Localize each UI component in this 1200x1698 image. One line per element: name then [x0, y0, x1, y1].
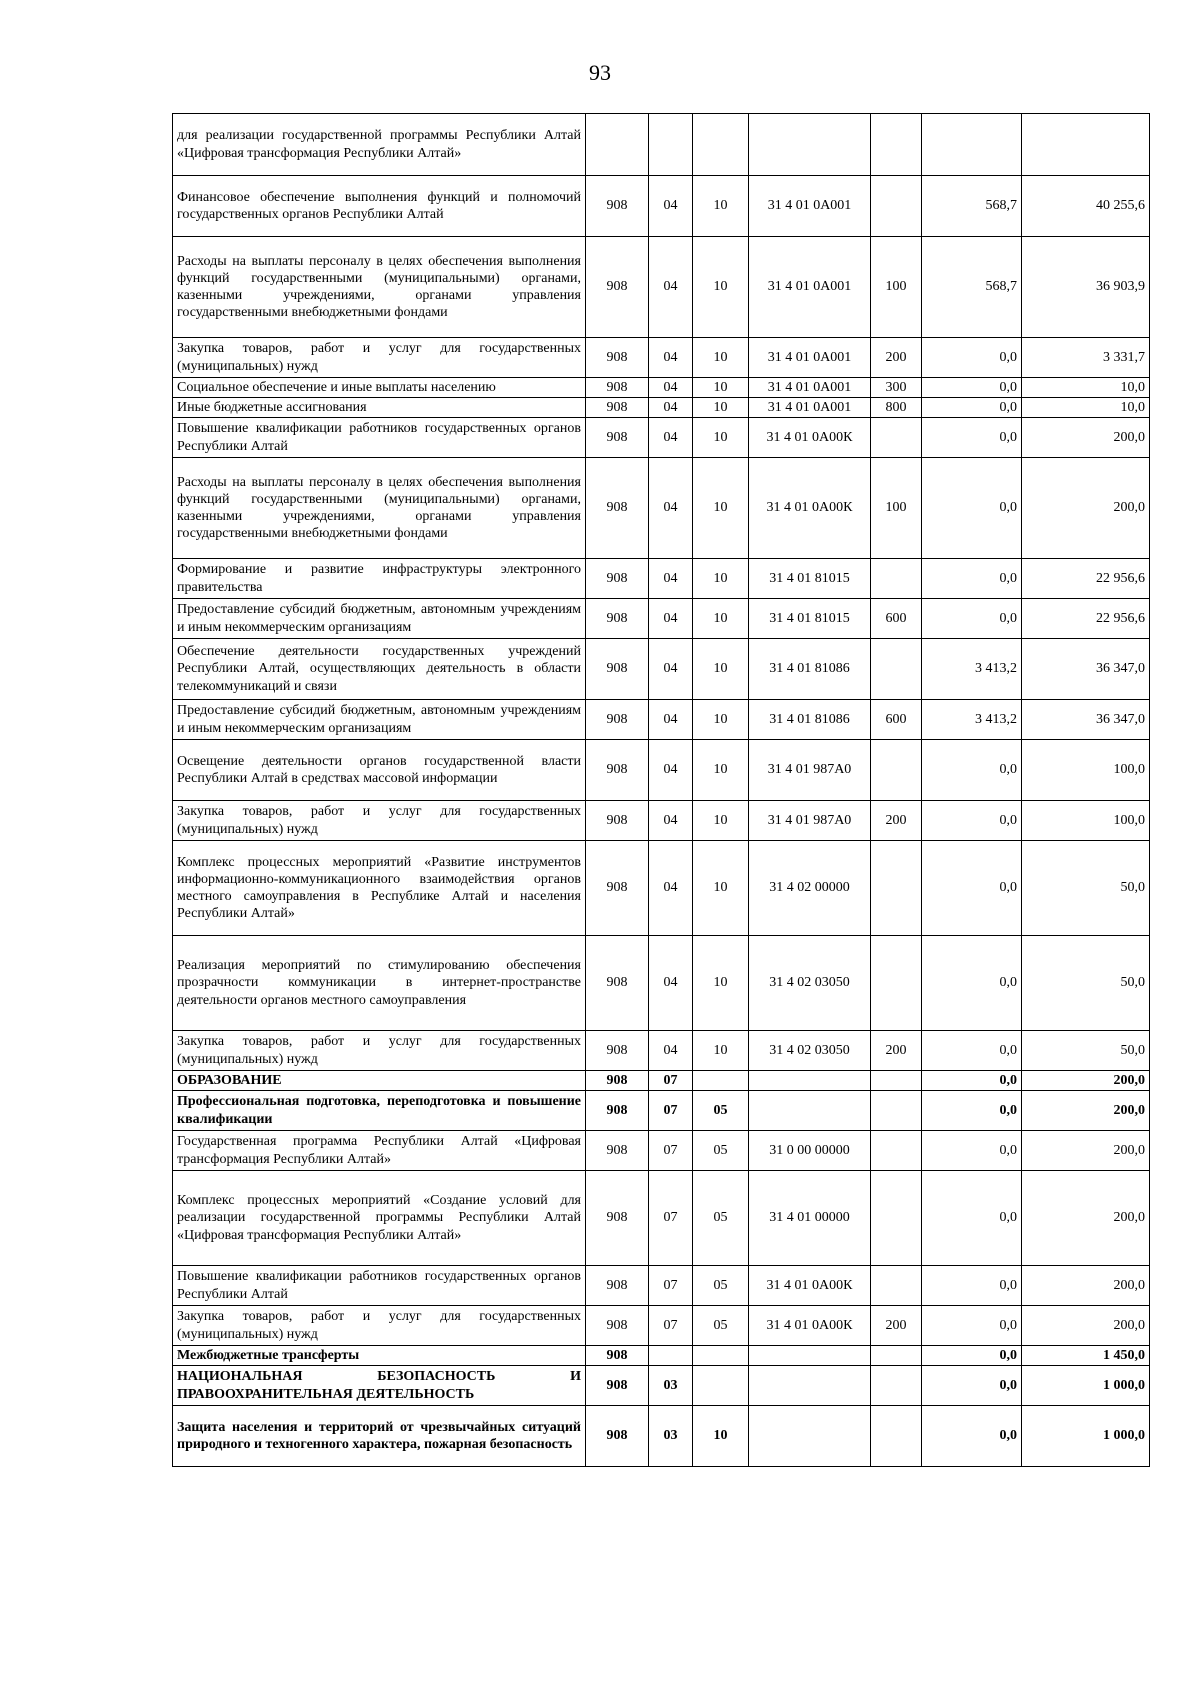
cell-sum-2: 200,0	[1022, 1306, 1150, 1346]
cell-sum-2: 200,0	[1022, 1266, 1150, 1306]
cell-sum-1: 3 413,2	[922, 639, 1022, 700]
table-row	[173, 559, 1150, 599]
cell-section: 04	[649, 639, 693, 700]
cell-name: Предоставление субсидий бюджетным, автономным учреждениям и иным некоммерческим организациям	[173, 700, 586, 740]
cell-sum-1: 0,0	[922, 418, 1022, 458]
cell-section: 04	[649, 700, 693, 740]
cell-name: Закупка товаров, работ и услуг для государственных (муниципальных) нужд	[173, 1306, 586, 1346]
cell-sum-2: 50,0	[1022, 841, 1150, 936]
cell-sum-2: 36 347,0	[1022, 639, 1150, 700]
cell-sum-1: 0,0	[922, 1031, 1022, 1071]
cell-sum-2	[1022, 114, 1150, 176]
cell-section: 04	[649, 458, 693, 559]
cell-target-article: 31 4 01 00000	[749, 1171, 871, 1266]
cell-sum-2: 200,0	[1022, 1071, 1150, 1091]
cell-name: Освещение деятельности органов государственной власти Республики Алтай в средствах массовой информации	[173, 740, 586, 801]
table-row	[173, 1366, 1150, 1406]
cell-sum-2: 200,0	[1022, 1131, 1150, 1171]
cell-target-article	[749, 1366, 871, 1406]
cell-expense-type	[871, 639, 922, 700]
table-row	[173, 176, 1150, 237]
cell-admin-code: 908	[586, 1031, 649, 1071]
cell-target-article	[749, 1406, 871, 1467]
table-row	[173, 1406, 1150, 1467]
table-row	[173, 1091, 1150, 1131]
cell-subsection: 10	[693, 1406, 749, 1467]
cell-expense-type	[871, 418, 922, 458]
cell-admin-code: 908	[586, 936, 649, 1031]
cell-name: Защита населения и территорий от чрезвычайных ситуаций природного и техногенного характера, пожарная безопасность	[173, 1406, 586, 1467]
cell-target-article: 31 4 01 81086	[749, 700, 871, 740]
table-row	[173, 1131, 1150, 1171]
cell-section: 04	[649, 418, 693, 458]
cell-name: Реализация мероприятий по стимулированию обеспечения прозрачности коммуникации в интернет-пространстве деятельности органов местного самоуправления	[173, 936, 586, 1031]
cell-target-article: 31 4 01 0А001	[749, 237, 871, 338]
cell-expense-type	[871, 1406, 922, 1467]
cell-sum-1: 0,0	[922, 1071, 1022, 1091]
cell-name: Предоставление субсидий бюджетным, автономным учреждениям и иным некоммерческим организациям	[173, 599, 586, 639]
cell-section: 07	[649, 1131, 693, 1171]
cell-expense-type	[871, 176, 922, 237]
cell-name: ОБРАЗОВАНИЕ	[173, 1071, 586, 1091]
table-row	[173, 1306, 1150, 1346]
cell-admin-code: 908	[586, 1346, 649, 1366]
cell-subsection	[693, 1366, 749, 1406]
cell-name: Расходы на выплаты персоналу в целях обеспечения выполнения функций государственными (муниципальными) органами, казенными учреждениями, органами управления государственными внебюджетными фондами	[173, 458, 586, 559]
table-row	[173, 1071, 1150, 1091]
cell-sum-2: 200,0	[1022, 1091, 1150, 1131]
cell-sum-1: 3 413,2	[922, 700, 1022, 740]
cell-name: Закупка товаров, работ и услуг для государственных (муниципальных) нужд	[173, 338, 586, 378]
cell-sum-2: 36 903,9	[1022, 237, 1150, 338]
cell-target-article: 31 4 01 987А0	[749, 801, 871, 841]
cell-admin-code: 908	[586, 1366, 649, 1406]
cell-section: 07	[649, 1171, 693, 1266]
table-row	[173, 801, 1150, 841]
cell-name: для реализации государственной программы Республики Алтай «Цифровая трансформация Республики Алтай»	[173, 114, 586, 176]
cell-sum-1	[922, 114, 1022, 176]
table-row	[173, 1031, 1150, 1071]
cell-sum-1: 0,0	[922, 1091, 1022, 1131]
cell-sum-1: 568,7	[922, 176, 1022, 237]
cell-admin-code	[586, 114, 649, 176]
table-row	[173, 418, 1150, 458]
table-row	[173, 740, 1150, 801]
cell-subsection	[693, 1071, 749, 1091]
cell-subsection: 10	[693, 700, 749, 740]
table-row	[173, 378, 1150, 398]
cell-subsection: 10	[693, 1031, 749, 1071]
cell-section: 04	[649, 378, 693, 398]
cell-sum-1: 0,0	[922, 1171, 1022, 1266]
cell-admin-code: 908	[586, 700, 649, 740]
cell-section	[649, 1346, 693, 1366]
cell-section: 04	[649, 801, 693, 841]
cell-admin-code: 908	[586, 176, 649, 237]
cell-admin-code: 908	[586, 639, 649, 700]
cell-expense-type: 300	[871, 378, 922, 398]
cell-sum-2: 200,0	[1022, 1171, 1150, 1266]
cell-name: Повышение квалификации работников государственных органов Республики Алтай	[173, 1266, 586, 1306]
cell-sum-1: 0,0	[922, 841, 1022, 936]
cell-admin-code: 908	[586, 740, 649, 801]
cell-target-article: 31 4 01 0А00К	[749, 1306, 871, 1346]
table-row	[173, 338, 1150, 378]
cell-admin-code: 908	[586, 1171, 649, 1266]
cell-admin-code: 908	[586, 1131, 649, 1171]
cell-target-article: 31 4 01 0А001	[749, 338, 871, 378]
cell-target-article: 31 4 01 0А00К	[749, 1266, 871, 1306]
cell-sum-2: 1 450,0	[1022, 1346, 1150, 1366]
cell-expense-type: 800	[871, 398, 922, 418]
cell-expense-type: 100	[871, 237, 922, 338]
cell-target-article: 31 4 02 03050	[749, 936, 871, 1031]
cell-sum-2: 200,0	[1022, 458, 1150, 559]
cell-sum-2: 200,0	[1022, 418, 1150, 458]
cell-section: 04	[649, 1031, 693, 1071]
cell-target-article: 31 4 01 0А001	[749, 398, 871, 418]
cell-expense-type	[871, 559, 922, 599]
cell-sum-2: 10,0	[1022, 378, 1150, 398]
cell-target-article: 31 4 01 0А001	[749, 378, 871, 398]
cell-subsection: 10	[693, 418, 749, 458]
cell-name: НАЦИОНАЛЬНАЯ БЕЗОПАСНОСТЬ И ПРАВООХРАНИТЕЛЬНАЯ ДЕЯТЕЛЬНОСТЬ	[173, 1366, 586, 1406]
table-row	[173, 1266, 1150, 1306]
cell-section: 04	[649, 740, 693, 801]
cell-sum-1: 0,0	[922, 378, 1022, 398]
cell-expense-type	[871, 841, 922, 936]
cell-sum-1: 0,0	[922, 740, 1022, 801]
cell-name: Профессиональная подготовка, переподготовка и повышение квалификации	[173, 1091, 586, 1131]
cell-admin-code: 908	[586, 1306, 649, 1346]
cell-target-article: 31 4 01 81015	[749, 559, 871, 599]
table-row	[173, 237, 1150, 338]
cell-expense-type	[871, 1346, 922, 1366]
table-row	[173, 1171, 1150, 1266]
cell-sum-1: 0,0	[922, 936, 1022, 1031]
cell-target-article	[749, 1346, 871, 1366]
cell-target-article: 31 4 01 0А00К	[749, 418, 871, 458]
table-row	[173, 700, 1150, 740]
cell-expense-type	[871, 740, 922, 801]
cell-subsection	[693, 1346, 749, 1366]
cell-target-article: 31 0 00 00000	[749, 1131, 871, 1171]
cell-section: 04	[649, 936, 693, 1031]
cell-expense-type: 200	[871, 1031, 922, 1071]
cell-sum-2: 40 255,6	[1022, 176, 1150, 237]
cell-sum-2: 36 347,0	[1022, 700, 1150, 740]
cell-sum-2: 22 956,6	[1022, 599, 1150, 639]
table-row	[173, 458, 1150, 559]
cell-section: 04	[649, 398, 693, 418]
cell-sum-1: 0,0	[922, 1306, 1022, 1346]
cell-subsection: 05	[693, 1266, 749, 1306]
cell-section: 04	[649, 338, 693, 378]
cell-admin-code: 908	[586, 418, 649, 458]
cell-subsection: 10	[693, 801, 749, 841]
cell-name: Государственная программа Республики Алтай «Цифровая трансформация Республики Алтай»	[173, 1131, 586, 1171]
cell-sum-1: 0,0	[922, 599, 1022, 639]
cell-target-article	[749, 114, 871, 176]
cell-admin-code: 908	[586, 1406, 649, 1467]
cell-name: Иные бюджетные ассигнования	[173, 398, 586, 418]
cell-target-article: 31 4 01 81015	[749, 599, 871, 639]
cell-sum-1: 0,0	[922, 398, 1022, 418]
cell-admin-code: 908	[586, 458, 649, 559]
table-row	[173, 841, 1150, 936]
cell-target-article: 31 4 01 0А001	[749, 176, 871, 237]
cell-target-article	[749, 1091, 871, 1131]
cell-name: Межбюджетные трансферты	[173, 1346, 586, 1366]
cell-sum-2: 100,0	[1022, 740, 1150, 801]
cell-admin-code: 908	[586, 237, 649, 338]
cell-section: 07	[649, 1306, 693, 1346]
cell-sum-2: 50,0	[1022, 1031, 1150, 1071]
table-row	[173, 599, 1150, 639]
cell-sum-1: 0,0	[922, 1131, 1022, 1171]
cell-sum-1: 0,0	[922, 1346, 1022, 1366]
cell-subsection: 10	[693, 338, 749, 378]
cell-expense-type	[871, 1131, 922, 1171]
cell-name: Формирование и развитие инфраструктуры электронного правительства	[173, 559, 586, 599]
cell-target-article	[749, 1071, 871, 1091]
cell-subsection	[693, 114, 749, 176]
cell-subsection: 10	[693, 458, 749, 559]
cell-subsection: 10	[693, 398, 749, 418]
cell-target-article: 31 4 01 987А0	[749, 740, 871, 801]
page-number: 93	[589, 60, 611, 85]
cell-sum-1: 0,0	[922, 559, 1022, 599]
table-row	[173, 114, 1150, 176]
cell-subsection: 05	[693, 1091, 749, 1131]
cell-sum-1: 0,0	[922, 1266, 1022, 1306]
cell-section: 07	[649, 1266, 693, 1306]
cell-section: 03	[649, 1406, 693, 1467]
cell-name: Финансовое обеспечение выполнения функций и полномочий государственных органов Республики Алтай	[173, 176, 586, 237]
cell-subsection: 10	[693, 740, 749, 801]
cell-expense-type: 200	[871, 338, 922, 378]
cell-admin-code: 908	[586, 338, 649, 378]
cell-expense-type	[871, 1266, 922, 1306]
cell-subsection: 05	[693, 1171, 749, 1266]
cell-sum-2: 50,0	[1022, 936, 1150, 1031]
cell-sum-1: 0,0	[922, 1366, 1022, 1406]
cell-sum-2: 1 000,0	[1022, 1366, 1150, 1406]
cell-section	[649, 114, 693, 176]
cell-expense-type: 600	[871, 599, 922, 639]
cell-admin-code: 908	[586, 801, 649, 841]
cell-sum-2: 100,0	[1022, 801, 1150, 841]
cell-admin-code: 908	[586, 1071, 649, 1091]
cell-subsection: 10	[693, 378, 749, 398]
cell-subsection: 10	[693, 176, 749, 237]
cell-sum-1: 0,0	[922, 801, 1022, 841]
cell-section: 04	[649, 559, 693, 599]
table-row	[173, 398, 1150, 418]
table-row	[173, 639, 1150, 700]
cell-subsection: 10	[693, 559, 749, 599]
cell-expense-type	[871, 1091, 922, 1131]
cell-expense-type	[871, 1071, 922, 1091]
cell-name: Закупка товаров, работ и услуг для государственных (муниципальных) нужд	[173, 1031, 586, 1071]
cell-sum-1: 568,7	[922, 237, 1022, 338]
cell-subsection: 10	[693, 841, 749, 936]
cell-target-article: 31 4 01 0А00К	[749, 458, 871, 559]
cell-expense-type	[871, 936, 922, 1031]
cell-subsection: 10	[693, 237, 749, 338]
cell-name: Комплекс процессных мероприятий «Развитие инструментов информационно-коммуникационного взаимодействия органов местного самоуправления в Республике Алтай и населения Республики Алтай»	[173, 841, 586, 936]
cell-subsection: 05	[693, 1131, 749, 1171]
cell-admin-code: 908	[586, 1266, 649, 1306]
cell-section: 07	[649, 1091, 693, 1131]
cell-target-article: 31 4 02 03050	[749, 1031, 871, 1071]
cell-section: 04	[649, 176, 693, 237]
cell-sum-2: 3 331,7	[1022, 338, 1150, 378]
cell-name: Расходы на выплаты персоналу в целях обеспечения выполнения функций государственными (муниципальными) органами, казенными учреждениями, органами управления государственными внебюджетными фондами	[173, 237, 586, 338]
cell-sum-2: 10,0	[1022, 398, 1150, 418]
cell-admin-code: 908	[586, 378, 649, 398]
cell-subsection: 10	[693, 936, 749, 1031]
cell-admin-code: 908	[586, 841, 649, 936]
cell-section: 04	[649, 841, 693, 936]
cell-admin-code: 908	[586, 398, 649, 418]
cell-name: Обеспечение деятельности государственных учреждений Республики Алтай, осуществляющих деятельность в области телекоммуникаций и связи	[173, 639, 586, 700]
cell-expense-type: 200	[871, 801, 922, 841]
cell-section: 07	[649, 1071, 693, 1091]
cell-name: Закупка товаров, работ и услуг для государственных (муниципальных) нужд	[173, 801, 586, 841]
cell-admin-code: 908	[586, 599, 649, 639]
cell-target-article: 31 4 02 00000	[749, 841, 871, 936]
cell-expense-type: 100	[871, 458, 922, 559]
table-body	[173, 114, 1150, 1467]
cell-name: Повышение квалификации работников государственных органов Республики Алтай	[173, 418, 586, 458]
cell-sum-1: 0,0	[922, 338, 1022, 378]
cell-sum-1: 0,0	[922, 458, 1022, 559]
cell-sum-1: 0,0	[922, 1406, 1022, 1467]
cell-target-article: 31 4 01 81086	[749, 639, 871, 700]
cell-expense-type	[871, 1366, 922, 1406]
cell-subsection: 10	[693, 599, 749, 639]
cell-sum-2: 22 956,6	[1022, 559, 1150, 599]
cell-name: Комплекс процессных мероприятий «Создание условий для реализации государственной программы Республики Алтай «Цифровая трансформация Республики Алтай»	[173, 1171, 586, 1266]
cell-expense-type: 600	[871, 700, 922, 740]
cell-expense-type	[871, 114, 922, 176]
cell-name: Социальное обеспечение и иные выплаты населению	[173, 378, 586, 398]
cell-subsection: 10	[693, 639, 749, 700]
table-row	[173, 936, 1150, 1031]
budget-table	[172, 113, 1150, 1467]
cell-expense-type: 200	[871, 1306, 922, 1346]
cell-section: 04	[649, 237, 693, 338]
cell-subsection: 05	[693, 1306, 749, 1346]
cell-expense-type	[871, 1171, 922, 1266]
cell-section: 03	[649, 1366, 693, 1406]
cell-admin-code: 908	[586, 1091, 649, 1131]
table-row	[173, 1346, 1150, 1366]
cell-admin-code: 908	[586, 559, 649, 599]
cell-section: 04	[649, 599, 693, 639]
cell-sum-2: 1 000,0	[1022, 1406, 1150, 1467]
